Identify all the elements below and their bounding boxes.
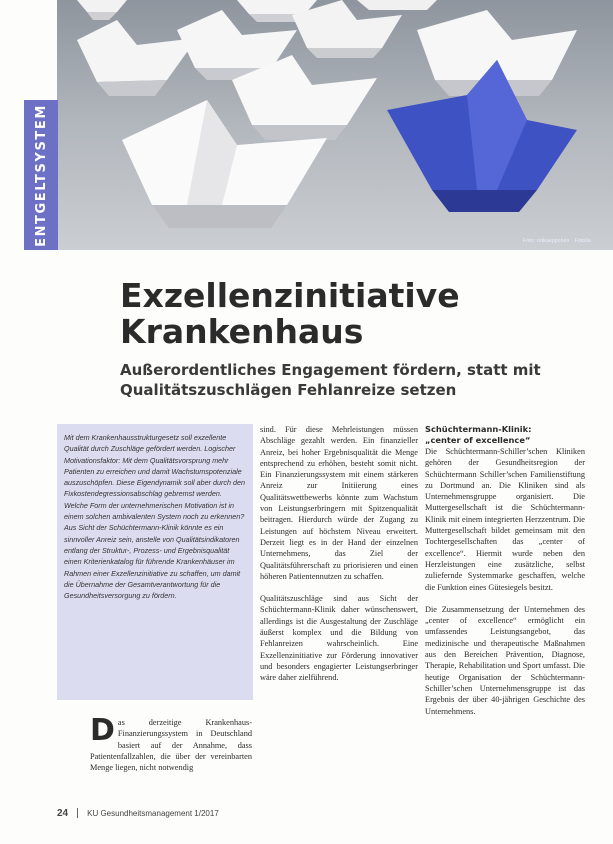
drop-cap: D [90,713,115,748]
paragraph: sind. Für diese Mehrleistungen müssen Abschläge gezahlt werden. Ein finanzieller Anreiz, bei hoher Ergebnisqualität die Menge entsprechend zu erhöhen, besteht somit nicht. Ein Finanzierungssystem mit einem stärkeren Anreiz zur Initiierung eines Qualitätswettbewerbs könnte zum Wachstum von Leistungserbringern mit Spitzenqualität beitragen. Hierdurch würde der Zugang zu Leistungen auf höchstem Niveau erweitert. Derzeit liegt es in der Hand der einzelnen Unternehmens, das Ziel der Qualitätsführerschaft zu priorisieren und einen höheren Patientennutzen zu schaffen. [260,425,418,581]
footer-divider [77,808,78,818]
body-column-3 [425,424,585,728]
white-boat-far-3 [357,0,437,10]
title-line-1: Exzellenzinitiative [120,276,460,315]
paragraph: Die Zusammensetzung der Unternehmen des „center of excellence“ ermöglicht ein umfassendes Leistungsangebot, das medizinische und therapeutische Maßnahmen aus den Bereichen Prävention, Diagnose, Therapie, Rehabilitation und Sport umfasst. Die heutige Organisation der Schüchtermann-Schiller’schen Unternehmensgruppe ist das Ergebnis der über 40-jährigen Geschichte des Unternehmens. [425,604,585,716]
section-heading-line-1: Schüchtermann-Klinik: [425,424,532,434]
intro-paragraph [90,713,252,773]
publication-name: KU Gesundheitsmanagement 1/2017 [87,808,219,818]
intro-text: as derzeitige Krankenhaus-Finanzierungssystem in Deutschland basiert auf der Annahme, dass Patientenfallzahlen, die über der vereinbarten Menge liegen, nicht notwendig [90,718,252,773]
section-heading [425,424,585,446]
paper-boats-illustration [57,0,613,250]
body-column-1 [90,713,252,784]
paragraph: Qualitätszuschläge sind aus Sicht der Schüchtermann-Klinik daher wünschenswert, allerdings ist die Ausgestaltung der Zuschläge äußerst komplex und die Bildung von Fehlanreizen wahrscheinlich. Eine Exzellenzinitiative zur Förderung innovativer und besonders engagierter Leistungserbringer wäre daher zielführend. [260,594,418,683]
article-title [120,278,580,350]
page-margin [0,0,24,844]
category-label: ENTGELTSYSTEM [33,103,49,247]
page-footer [57,806,577,820]
teaser-text: Mit dem Krankenhausstrukturgesetz soll exzellente Qualität durch Zuschläge gefördert werden. Logischer Motivationsfaktor: Mit dem Qualitätsvorsprung mehr Patienten zu erreichen und damit Wachstumspotenziale auszuschöpfen. Diese Eigendynamik soll aber durch den Fixkostendegressionsabschlag gebremst werden. Welche Form der unternehmerischen Motivation ist in einem solchen ambivalenten System noch zu erkennen? Aus Sicht der Schüchtermann-Klinik könnte es ein sinnvoller Anreiz sein, anstelle von Qualitätsindikatoren entlang der Struktur-, Prozess- und Ergebnisqualität einen Kriterienkatalog für führende Krankenhäuser im Rahmen einer Exzellenzinitiative zu schaffen, um damit die Übernahme der Gesamtverantwortung für die Gesundheitsversorgung zu fördern. [64,433,245,601]
article-subtitle [120,360,600,400]
body-column-2 [260,424,418,695]
teaser-box [57,424,253,700]
photo-credit: Foto: rotkaeppchen · Fotolia [522,238,591,244]
section-heading-line-2: „center of excellence“ [425,435,531,445]
paragraph: Die Schüchtermann-Schiller’schen Kliniken gehören der Gesundheitsregion der Schüchtermann Schiller’schen Familienstiftung zu Dortmund an. Die Kliniken sind als Unternehmensgruppe organisiert. Die Muttergesellschaft ist die Schüchtermann-Klinik mit einem integrierten Herzzentrum. Die Muttergesellschaft bildet gemeinsam mit den Tochtergesellschaften das „center of excellence“. Hiermit wurde neben den Herzleistungen eine zusätzliche, selbst zuliefernde Systemmarke geschaffen, welche die Funktion eines Gütesiegels besitzt. [425,447,585,592]
category-label-box [24,100,58,250]
subtitle-line-2: Qualitätszuschlägen Fehlanreize setzen [120,381,457,399]
page-number: 24 [57,807,69,819]
title-line-2: Krankenhaus [120,312,364,351]
hero-image [57,0,613,250]
subtitle-line-1: Außerordentliches Engagement fördern, statt mit [120,361,541,379]
